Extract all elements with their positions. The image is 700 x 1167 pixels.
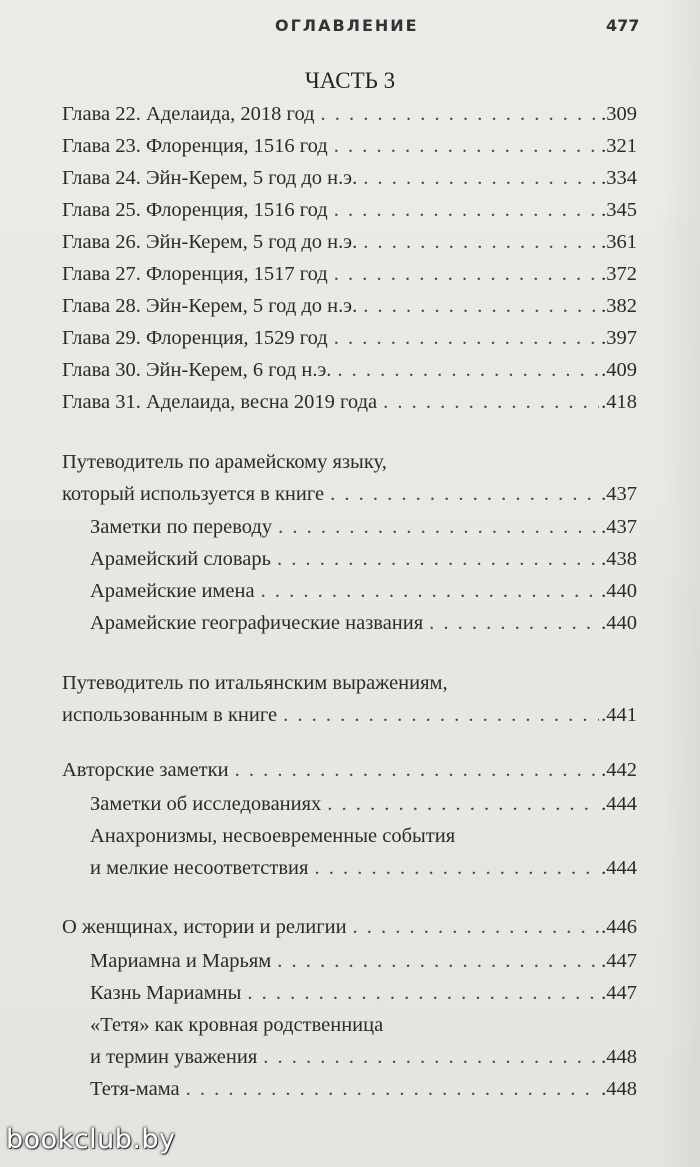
- toc-entry-text: Глава 29. Флоренция, 1529 год: [62, 327, 328, 349]
- dot-leader: [272, 514, 599, 540]
- toc-entry-text: Глава 24. Эйн-Керем, 5 год до н.э.: [62, 167, 358, 189]
- toc-entry-page: .309: [601, 103, 637, 125]
- toc-entry-chapter-25[interactable]: [62, 197, 637, 223]
- toc-entry-page: .321: [601, 135, 637, 157]
- dot-leader: [328, 261, 599, 287]
- dot-leader: [308, 855, 599, 881]
- toc-entry-text: Заметки об исследованиях: [90, 793, 322, 815]
- dot-leader: [255, 578, 600, 604]
- dot-leader: [331, 357, 599, 383]
- dot-leader: [277, 702, 599, 728]
- toc-entry-text: Арамейские имена: [90, 580, 255, 602]
- toc-entry-women-history-religion[interactable]: [62, 914, 637, 940]
- toc-entry-text: Глава 30. Эйн-Керем, 6 год н.э.: [62, 359, 332, 381]
- toc-entry-page: .334: [601, 167, 637, 189]
- dot-leader: [328, 325, 599, 351]
- toc-entry-text: Глава 25. Флоренция, 1516 год: [62, 199, 328, 221]
- toc-entry-page: .437: [601, 483, 637, 505]
- dot-leader: [271, 948, 599, 974]
- toc-entry-chapter-23[interactable]: [62, 133, 637, 159]
- toc-entry-page: .372: [601, 263, 637, 285]
- toc-entry-text: Тетя-мама: [90, 1078, 180, 1100]
- toc-entry-page: .440: [601, 580, 637, 602]
- toc-entry-chapter-30[interactable]: [62, 357, 637, 383]
- toc-entry-page: .448: [601, 1078, 637, 1100]
- watermark-logo: bookclub.by: [6, 1124, 176, 1155]
- toc-entry-page: .446: [601, 916, 637, 938]
- toc-entry-page: .345: [601, 199, 637, 221]
- toc-entry-chapter-22[interactable]: [62, 101, 637, 127]
- dot-leader: [241, 980, 599, 1006]
- toc-entry-chapter-31[interactable]: [62, 389, 637, 415]
- toc-entry-aunt-mother[interactable]: [90, 1076, 637, 1102]
- dot-leader: [357, 165, 599, 191]
- toc-entry-text: и термин уважения: [90, 1046, 258, 1068]
- toc-entry-mariamne-and-maryam[interactable]: [90, 948, 637, 974]
- toc-entry-text: Арамейский словарь: [90, 548, 272, 570]
- toc-entry-page: .440: [601, 612, 637, 634]
- toc-entry-translation-notes[interactable]: [90, 514, 637, 540]
- toc-entry-page: .409: [601, 359, 637, 381]
- toc-entry-text: Глава 22. Аделаида, 2018 год: [62, 103, 315, 125]
- toc-entry-text-line1: Анахронизмы, несвоевременные события: [90, 825, 456, 847]
- toc-entry-page: .361: [601, 231, 637, 253]
- dot-leader: [377, 389, 599, 415]
- toc-entry-text-line1: Путеводитель по арамейскому языку,: [62, 451, 387, 473]
- toc-entry-page: .447: [601, 982, 637, 1004]
- toc-entry-aramaic-names[interactable]: [90, 578, 637, 604]
- dot-leader: [423, 610, 599, 636]
- toc-entry-text: Казнь Мариамны: [90, 982, 242, 1004]
- dot-leader: [328, 197, 599, 223]
- dot-leader: [324, 481, 599, 507]
- toc-entry-text: Глава 28. Эйн-Керем, 5 год до н.э.: [62, 295, 358, 317]
- toc-entry-text-line1: Путеводитель по итальянским выражениям,: [62, 672, 448, 694]
- dot-leader: [347, 914, 600, 940]
- toc-entry-text: Глава 26. Эйн-Керем, 5 год до н.э.: [62, 231, 358, 253]
- toc-entry-research-notes[interactable]: [90, 791, 637, 817]
- toc-entry-text: Авторские заметки: [62, 759, 229, 781]
- toc-entry-text: который используется в книге: [62, 483, 325, 505]
- toc-entry-text: Глава 27. Флоренция, 1517 год: [62, 263, 328, 285]
- toc-entry-text: использованным в книге: [62, 704, 278, 726]
- toc-entry-aunt-as-relative[interactable]: [90, 1012, 637, 1070]
- dot-leader: [321, 791, 599, 817]
- toc-entry-page: .397: [601, 327, 637, 349]
- toc-entry-text: Глава 31. Аделаида, весна 2019 года: [62, 391, 378, 413]
- dot-leader: [229, 757, 600, 783]
- toc-entry-text: Мариамна и Марьям: [90, 950, 272, 972]
- dot-leader: [357, 229, 599, 255]
- toc-entry-page: .441: [601, 704, 637, 726]
- dot-leader: [271, 546, 599, 572]
- dot-leader: [180, 1076, 599, 1102]
- toc-entry-page: .418: [601, 391, 637, 413]
- toc-entry-page: .442: [601, 759, 637, 781]
- toc-entry-page: .382: [601, 295, 637, 317]
- page-edge-shadow: [660, 0, 700, 1167]
- toc-entry-text: О женщинах, истории и религии: [62, 916, 347, 938]
- toc-entry-aramaic-guide[interactable]: [62, 449, 637, 507]
- toc-entry-anachronisms[interactable]: [90, 823, 637, 881]
- header-title: ОГЛАВЛЕНИЕ: [275, 16, 419, 35]
- toc-entry-chapter-28[interactable]: [62, 293, 637, 319]
- toc-entry-execution-of-mariamne[interactable]: [90, 980, 637, 1006]
- toc-entry-page: .437: [601, 516, 637, 538]
- toc-entry-aramaic-dictionary[interactable]: [90, 546, 637, 572]
- toc-entry-italian-guide[interactable]: [62, 670, 637, 728]
- toc-entry-chapter-26[interactable]: [62, 229, 637, 255]
- dot-leader: [357, 293, 599, 319]
- dot-leader: [315, 101, 600, 127]
- toc-entry-text-line1: «Тетя» как кровная родственница: [90, 1014, 384, 1036]
- dot-leader: [328, 133, 599, 159]
- toc-entry-page: .438: [601, 548, 637, 570]
- toc-entry-author-notes[interactable]: [62, 757, 637, 783]
- toc-entry-aramaic-geographic-names[interactable]: [90, 610, 637, 636]
- toc-entry-text: и мелкие несоответствия: [90, 857, 309, 879]
- toc-entry-text: Арамейские географические названия: [90, 612, 424, 634]
- part-heading: ЧАСТЬ 3: [304, 68, 396, 93]
- dot-leader: [257, 1044, 599, 1070]
- toc-entry-text: Заметки по переводу: [90, 516, 273, 538]
- toc-entry-text: Глава 23. Флоренция, 1516 год: [62, 135, 328, 157]
- page-number: 477: [606, 16, 640, 35]
- toc-entry-page: .448: [601, 1046, 637, 1068]
- toc-entry-chapter-24[interactable]: [62, 165, 637, 191]
- toc-entry-page: .444: [601, 793, 637, 815]
- toc-entry-chapter-29[interactable]: [62, 325, 637, 351]
- toc-entry-chapter-27[interactable]: [62, 261, 637, 287]
- toc-entry-page: .444: [601, 857, 637, 879]
- toc-entry-page: .447: [601, 950, 637, 972]
